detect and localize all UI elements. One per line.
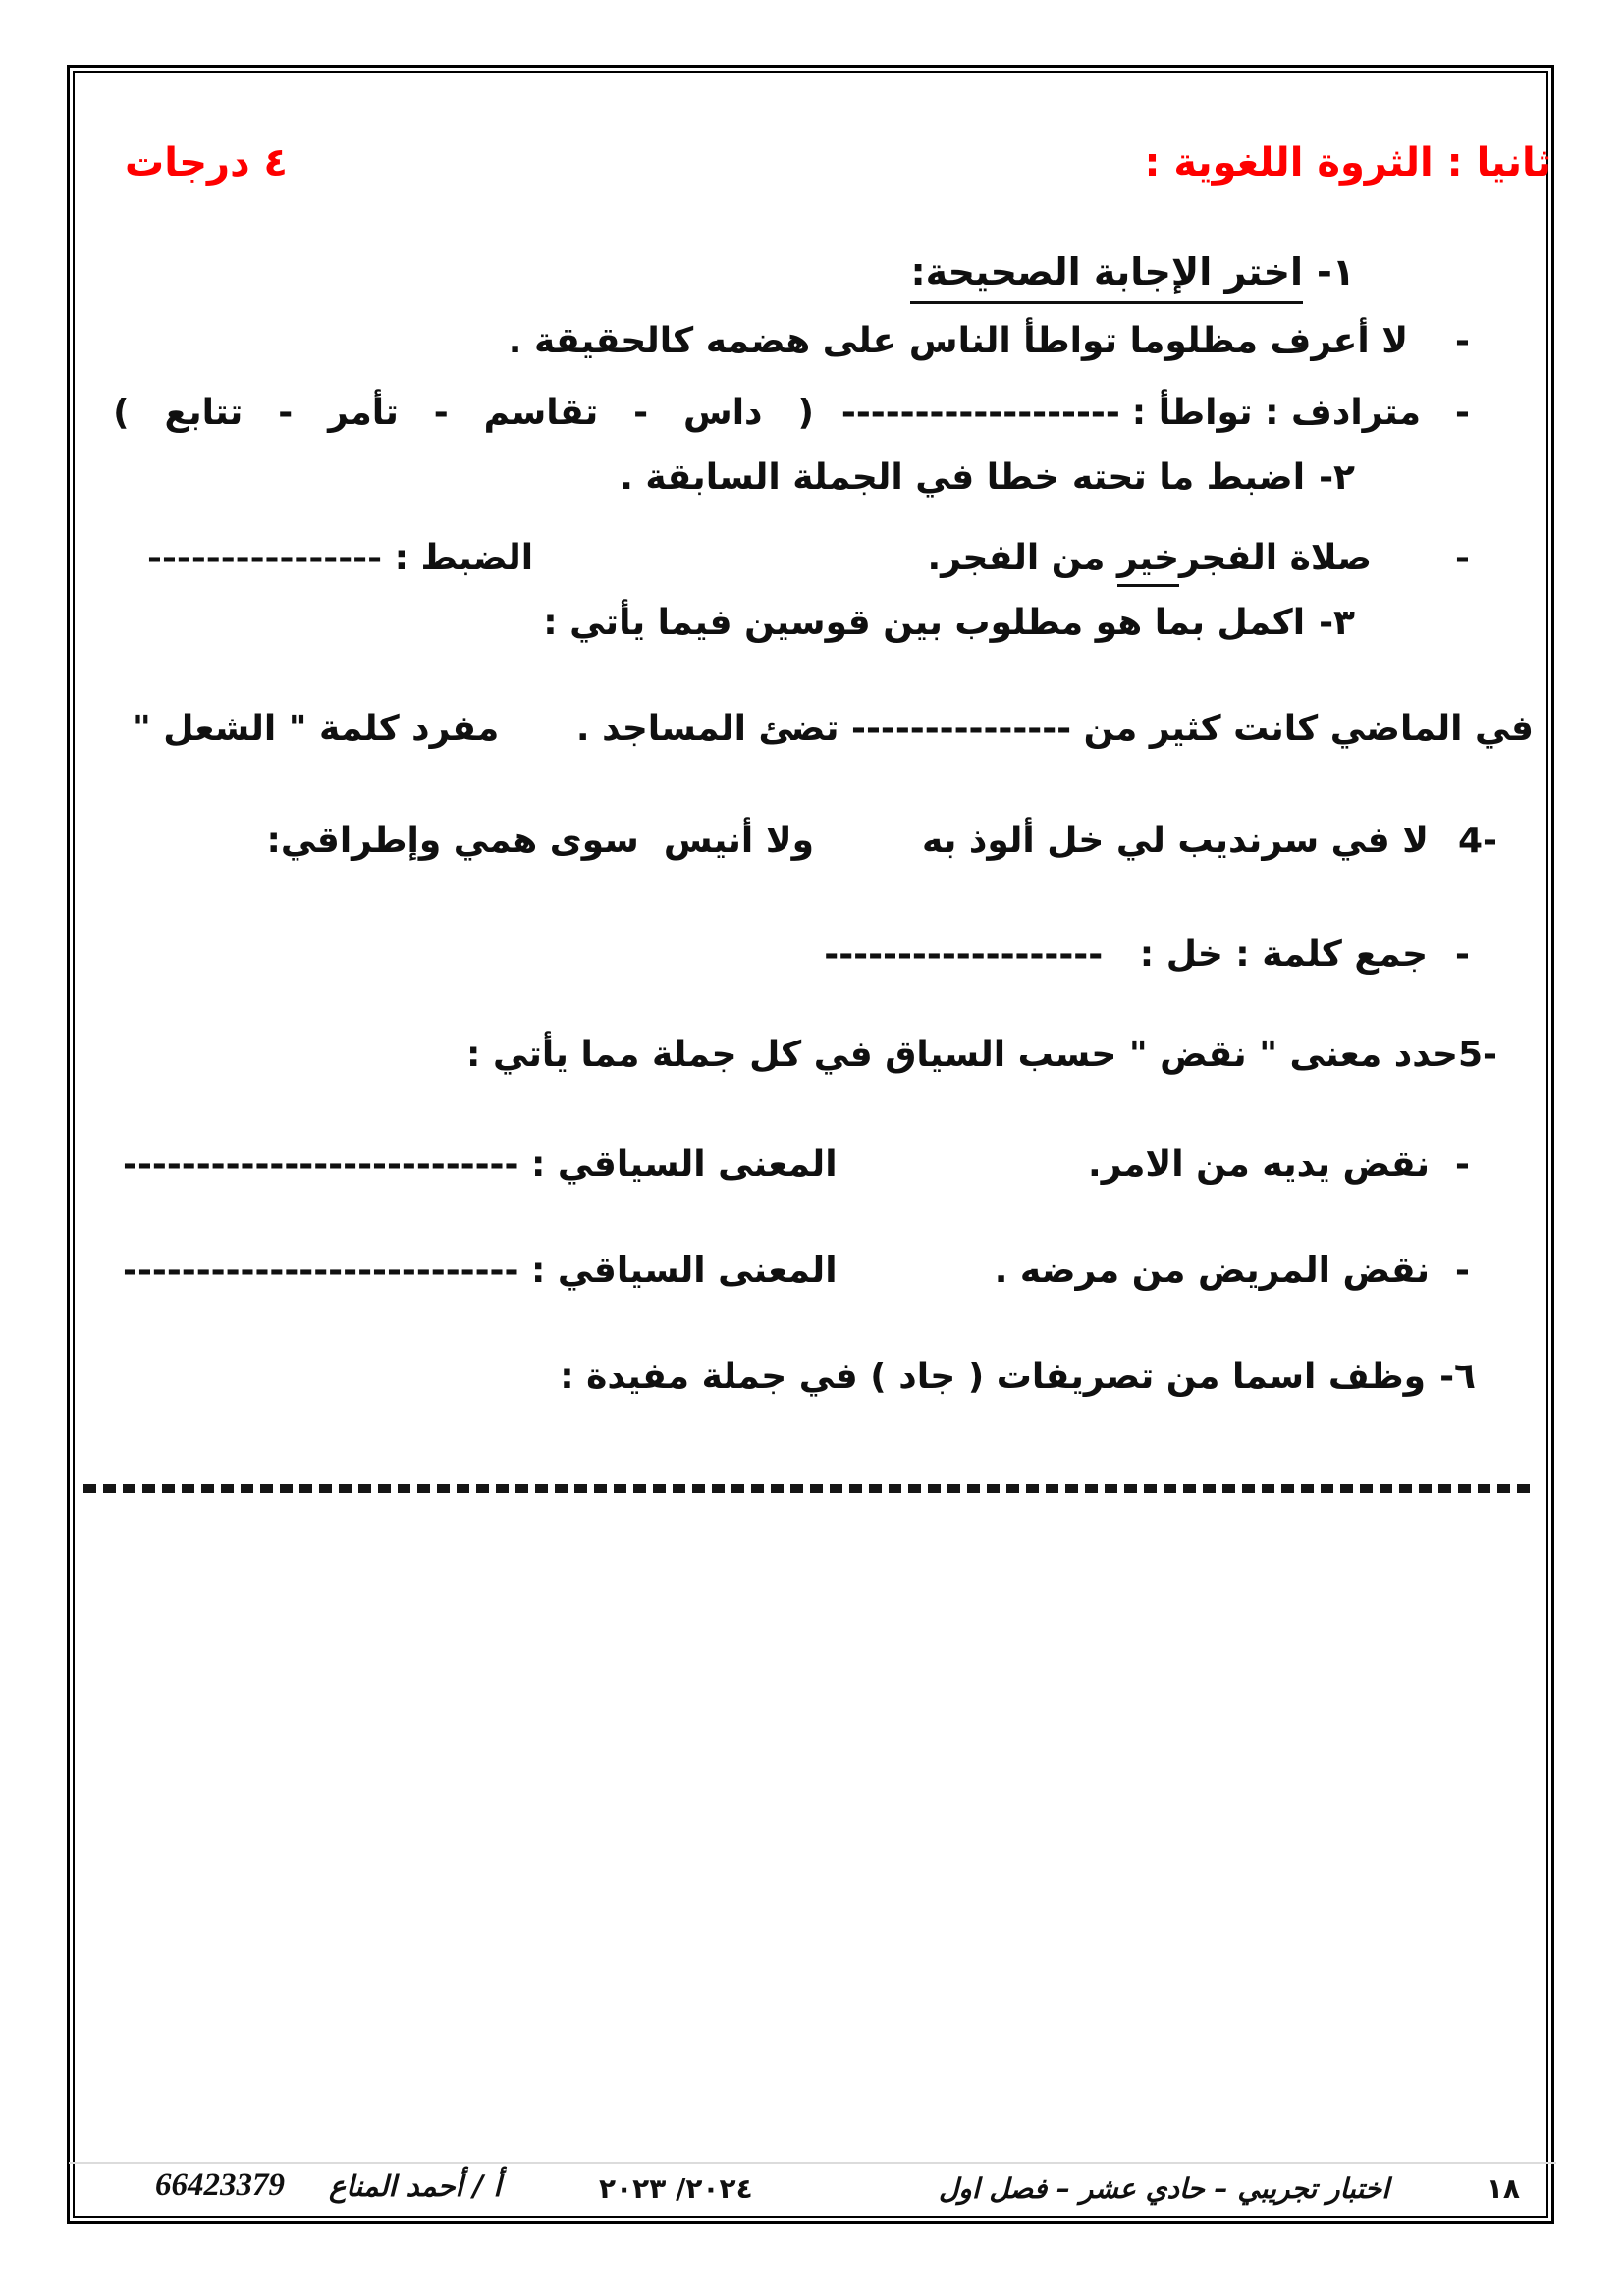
close-paren: ) <box>113 393 130 433</box>
q3-fill-sentence: في الماضي كانت كثير من --------------- تضئ المساجد . <box>575 709 1534 749</box>
choice-separator: - <box>633 393 649 433</box>
footer-separator-line <box>69 2162 1556 2164</box>
q2-sentence-group <box>927 536 1470 587</box>
q1-choice-2: تقاسم <box>483 393 599 433</box>
q3-fill-row <box>133 707 1534 753</box>
q5-item-2-group <box>995 1249 1470 1295</box>
q5-item-1-meaning-blank: المعنى السياقي : --------------------------- <box>123 1145 838 1185</box>
q2-sentence-row <box>147 536 1470 587</box>
q4-plural-row <box>824 933 1470 979</box>
bullet-dash: - <box>1455 1145 1470 1185</box>
question-6-number: ٦- <box>1439 1357 1476 1397</box>
q4-hemistich-1: لا في سرنديب لي خل ألوذ به <box>921 821 1429 861</box>
question-5-number: 5- <box>1458 1035 1497 1075</box>
choice-separator: - <box>433 393 449 433</box>
q1-choice-4: تتابع <box>164 393 244 433</box>
q1-example-sentence: لا أعرف مظلوما تواطأ الناس على هضمه كالحقيقة . <box>508 321 1409 361</box>
q1-synonym-blank: ------------------- <box>840 393 1120 433</box>
footer-page-number: ١٨ <box>1486 2172 1520 2205</box>
section-score: ٤ درجات <box>125 140 288 186</box>
answer-dashed-line <box>83 1484 1532 1493</box>
question-5 <box>466 1033 1497 1079</box>
q5-item-2-row <box>123 1249 1470 1295</box>
q1-choices-group <box>113 391 814 437</box>
question-1-number: ١- <box>1317 250 1355 294</box>
q1-synonym-row <box>113 391 1470 437</box>
q1-choice-3: تأمر <box>328 393 399 433</box>
question-2 <box>620 455 1355 502</box>
q2-underlined-word: خير <box>1117 536 1179 587</box>
q4-hemistich-2: ولا أنيس سوى همي وإطراقي: <box>266 821 814 861</box>
question-2-number: ٢- <box>1319 457 1355 498</box>
question-3-text: اكمل بما هو مطلوب بين قوسين فيما يأتي : <box>543 603 1306 643</box>
question-3-number: ٣- <box>1319 603 1355 643</box>
q1-example-sentence-row <box>509 319 1470 365</box>
q5-item-2-sentence: نقض المريض من مرضه . <box>994 1251 1431 1291</box>
question-6 <box>560 1355 1476 1401</box>
q5-item-1-row <box>123 1143 1470 1189</box>
q4-plural-blank: جمع كلمة : خل : ------------------- <box>824 934 1429 975</box>
question-5-text: حدد معنى " نقض " حسب السياق في كل جملة مما يأتي : <box>466 1035 1458 1075</box>
footer-school-year: ٢٠٢٤/ ٢٠٢٣ <box>599 2172 753 2205</box>
open-paren: ( <box>797 393 814 433</box>
footer-phone-number: 66423379 <box>155 2167 285 2203</box>
question-4-number: 4- <box>1458 821 1497 861</box>
bullet-dash: - <box>1455 393 1470 433</box>
q5-item-2-meaning-blank: المعنى السياقي : --------------------------- <box>123 1251 838 1291</box>
section-title: ثانيا : الثروة اللغوية : <box>1144 140 1551 186</box>
question-1 <box>910 248 1355 304</box>
q5-item-1-sentence: نقض يديه من الامر. <box>1088 1145 1431 1185</box>
question-4 <box>266 819 1497 865</box>
question-6-text: وظف اسما من تصريفات ( جاد ) في جملة مفيدة : <box>560 1357 1427 1397</box>
q1-choice-1: داس <box>683 393 763 433</box>
bullet-dash: - <box>1455 538 1470 578</box>
question-1-title: اختر الإجابة الصحيحة: <box>910 248 1303 304</box>
footer-teacher-name: أ / أحمد المناع <box>329 2169 502 2203</box>
bullet-dash: - <box>1455 321 1470 361</box>
q1-synonym-label: مترادف : تواطأ : <box>1131 393 1422 433</box>
section-header-row <box>125 137 1551 188</box>
q2-answer-blank: الضبط : ---------------- <box>147 538 534 578</box>
q2-sentence-post: من الفجر. <box>927 538 1117 578</box>
q3-hint: مفرد كلمة " الشعل " <box>133 709 500 749</box>
question-2-text: اضبط ما تحته خطا في الجملة السابقة . <box>620 457 1306 498</box>
footer-exam-info: اختبار تجريبي – حادي عشر – فصل اول <box>938 2172 1389 2205</box>
q2-sentence-pre: صلاة الفجر <box>1179 538 1373 578</box>
bullet-dash: - <box>1455 1251 1470 1291</box>
choice-separator: - <box>278 393 294 433</box>
question-3 <box>543 601 1355 647</box>
bullet-dash: - <box>1455 934 1470 975</box>
q5-item-1-group <box>1088 1143 1470 1189</box>
